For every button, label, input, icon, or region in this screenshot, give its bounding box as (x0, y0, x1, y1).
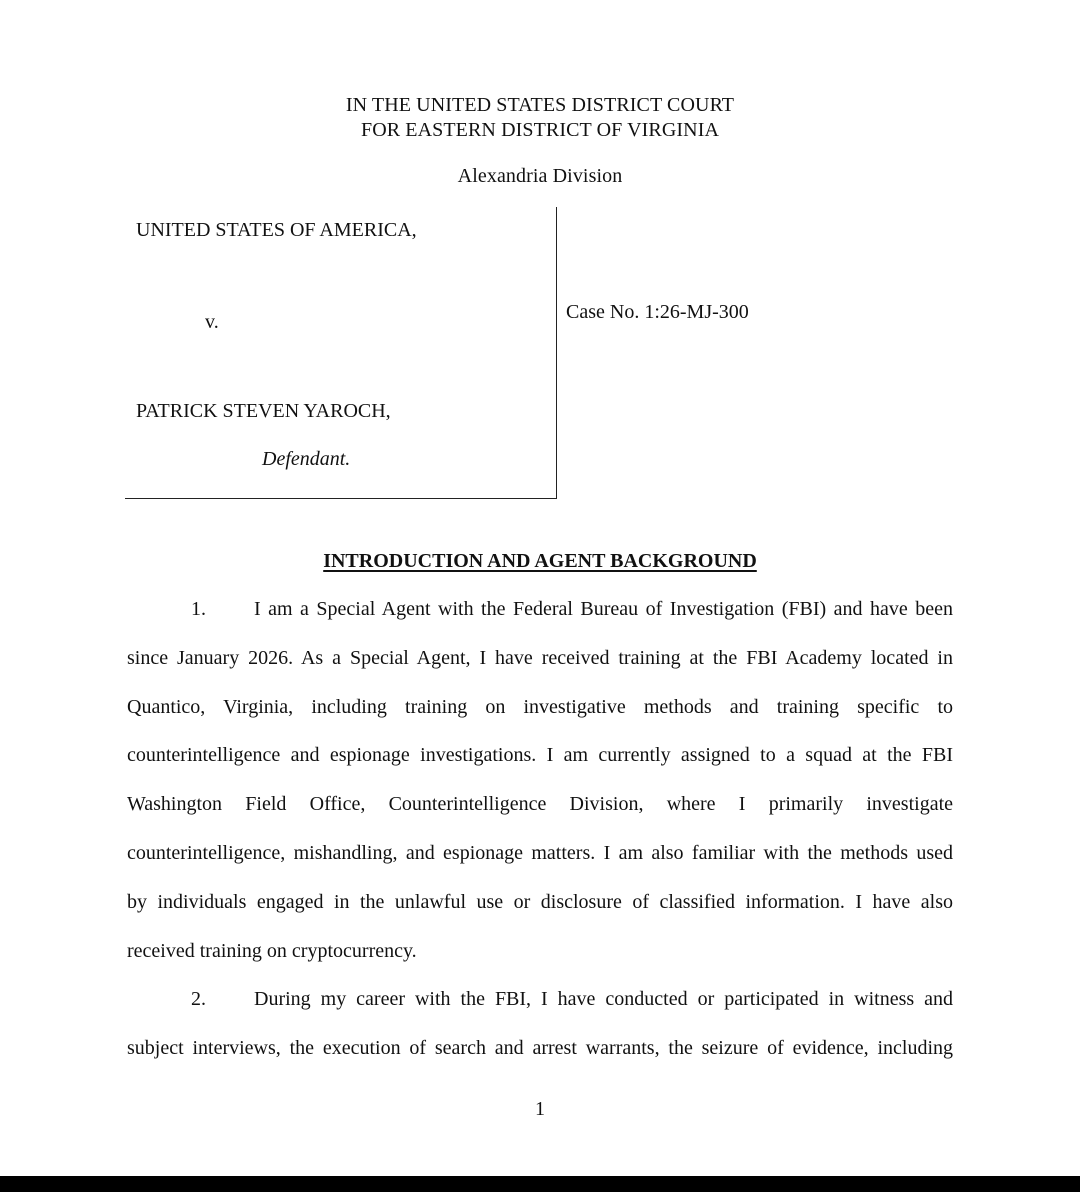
paragraph-1-line-1: I am a Special Agent with the Federal Bureau of Investigation (FBI) and have been (254, 598, 953, 620)
section-heading-text: INTRODUCTION AND AGENT BACKGROUND (323, 550, 757, 572)
versus-label: v. (205, 311, 219, 333)
court-name-line-2: FOR EASTERN DISTRICT OF VIRGINIA (360, 119, 720, 141)
paragraph-1-number: 1. (191, 598, 206, 620)
paragraph-1-line-2: since January 2026. As a Special Agent, I have received training at the FBI Academy located in (127, 646, 953, 669)
paragraph-1-body (127, 585, 953, 975)
paragraph-2-line-1: During my career with the FBI, I have conducted or participated in witness and (254, 988, 953, 1010)
paragraph-2-number: 2. (191, 988, 206, 1010)
plaintiff-name: UNITED STATES OF AMERICA, (136, 219, 417, 241)
paragraph-1-line-8: received training on cryptocurrency. (127, 939, 417, 962)
court-name-line-1: IN THE UNITED STATES DISTRICT COURT (345, 94, 735, 116)
paragraph-1-line-4: counterintelligence and espionage investigations. I am currently assigned to a squad at the FBI (127, 744, 953, 767)
paragraph-2-line-2: subject interviews, the execution of search and arrest warrants, the seizure of evidence, including (127, 1036, 953, 1059)
page-number: 1 (535, 1098, 545, 1120)
case-number: Case No. 1:26-MJ-300 (566, 301, 749, 323)
division-name: Alexandria Division (457, 165, 623, 187)
paragraph-1-line-6: counterintelligence, mishandling, and espionage matters. I am also familiar with the methods used (127, 841, 953, 864)
paragraph-1-line-7: by individuals engaged in the unlawful use or disclosure of classified information. I have also (127, 890, 953, 913)
paragraph-1-line-row (127, 585, 953, 634)
paragraph-2-body (127, 975, 953, 1073)
defendant-label: Defendant. (262, 448, 351, 470)
paragraph-1-line-3: Quantico, Virginia, including training on investigative methods and training specific to (127, 695, 953, 718)
paragraph-2-line-row (127, 975, 953, 1024)
defendant-name: PATRICK STEVEN YAROCH, (136, 400, 391, 422)
bottom-edge-bar (0, 1176, 1080, 1192)
paragraph-1-line-5: Washington Field Office, Counterintelligence Division, where I primarily investigate (127, 793, 953, 816)
section-heading (0, 549, 1080, 573)
